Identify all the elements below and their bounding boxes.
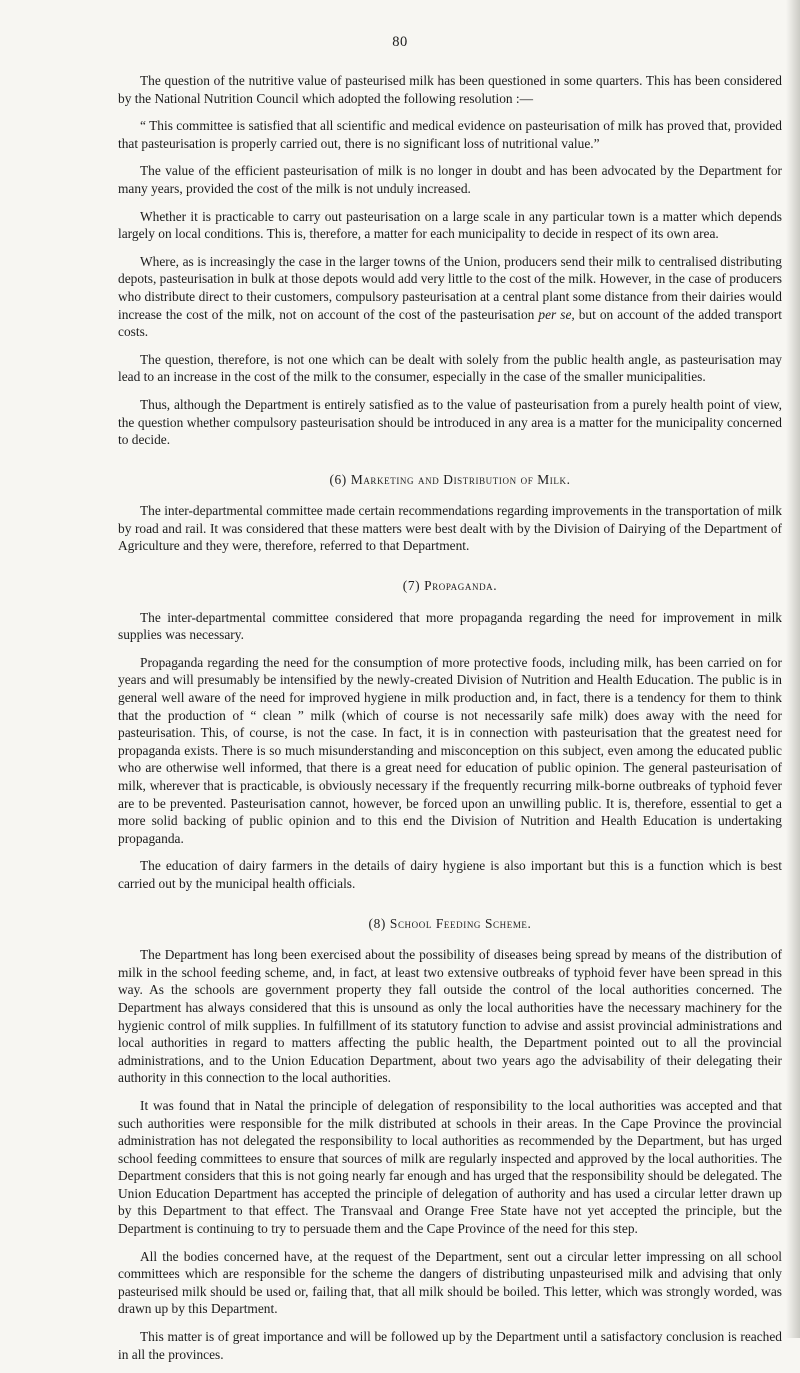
paragraph: The question, therefore, is not one which can be dealt with solely from the public health angle, as pasteurisation may lead to an increase in the cost of the milk to the consumer, especially in the case of the smaller municipalities. <box>118 351 782 385</box>
text-span: but on account of the added transport costs. <box>118 306 782 340</box>
paragraph: The inter-departmental committee made certain recommendations regarding improvements in the transportation of milk by road and rail. It was considered that these matters were best dealt with by the Division of Dairying of the Department of Agriculture and they were, therefore, referred to that Department. <box>118 503 782 554</box>
paragraph: The Department has long been exercised about the possibility of diseases being spread by means of the distribution of milk in the school feeding scheme, and, in fact, at least two extensive outbreaks of typhoid fever have been spread in this way. As the schools are government property they fall outside the control of the local authorities concerned. The Department has always considered that this is unsound as only the local authorities have the necessary machinery for the hygienic control of milk supplies. In fulfillment of its statutory function to advise and assist provincial administrations and local authorities in regard to matters affecting the public health, the Department pointed out to all the provincial administrations, and to the Union Education Department, about two years ago the advisability of their delegating their authority in this connection to the local authorities. <box>118 947 782 1086</box>
paragraph-centralised-depots <box>118 253 782 341</box>
scan-edge-shadow <box>786 0 800 1338</box>
text-span: Where, as is increasingly the case in the larger towns of the Union, producers send their milk to centralised distributing depots, pasteurisation in bulk at those depots would add very little to the cost of the milk. However, in the case of producers who distribute direct to their customers, compulsory pasteurisation at a central plant some distance from their dairies would increase the cost of the milk, not on account of the cost of the pasteurisation <box>118 253 783 322</box>
paragraph: The question of the nutritive value of pasteurised milk has been questioned in some quarters. This has been considered by the National Nutrition Council which adopted the following resolution :— <box>118 73 782 106</box>
italic-phrase: per se, <box>538 306 575 322</box>
section-heading-school-feeding: (8) School Feeding Scheme. <box>368 915 532 931</box>
section-heading-propaganda: (7) Propaganda. <box>402 578 498 594</box>
paragraph: It was found that in Natal the principle of delegation of responsibility to the local authorities was accepted and that such authorities were responsible for the milk distributed at schools in their areas. In the Cape Province the provincial administration has not delegated the responsibility to local authorities as recommended by the Department, but has urged school feeding committees to ensure that sources of milk are regularly inspected and approved by the local authorities. The Department considers that this is not going nearly far enough and has urged that the responsibility should be delegated. The Union Education Department has accepted the principle of delegation of authority and has used a circular letter drawn up by this Department to that effect. The Transvaal and Orange Free State have not yet accepted the principle, but the Department is continuing to try to persuade them and the Cape Province of the need for this step. <box>118 1097 782 1237</box>
section-heading-marketing: (6) Marketing and Distribution of Milk. <box>329 471 571 487</box>
paragraph: Propaganda regarding the need for the consumption of more protective foods, including milk, has been carried on for years and will presumably be intensified by the newly-created Division of Nutrition and Health Education. The public is in general well aware of the need for improved hygiene in milk production and, in fact, there is a tendency for them to think that the production of “ clean ” milk (which of course is not necessarily safe milk) does away with the need for pasteurisation. This, of course, is not the case. In fact, it is in connection with pasteurisation that the greatest need for propaganda exists. There is so much misunderstanding and misconception on this subject, even among the educated public who are otherwise well informed, that there is a great need for education of public opinion. The general pasteurisation of milk, wherever that is practicable, is obviously necessary if the frequently recurring milk-borne outbreaks of typhoid fever are to be prevented. Pasteurisation cannot, however, be forced upon an unwilling public. It is, therefore, essential to get a more solid backing of public opinion and to this end the Division of Nutrition and Health Education is undertaking propaganda. <box>118 654 782 846</box>
paragraph: The inter-departmental committee considered that more propaganda regarding the need for improvement in milk supplies was necessary. <box>118 609 782 643</box>
paragraph: Thus, although the Department is entirely satisfied as to the value of pasteurisation from a purely health point of view, the question whether compulsory pasteurisation should be introduced in any area is a matter for the municipality concerned to decide. <box>118 396 782 448</box>
paragraph: Whether it is practicable to carry out pasteurisation on a large scale in any particular town is a matter which depends largely on local conditions. This is, therefore, a matter for each municipality to decide in respect of its own area. <box>118 208 782 242</box>
page-number: 80 <box>392 34 408 50</box>
paragraph: This matter is of great importance and will be followed up by the Department until a satisfactory conclusion is reached in all the provinces. <box>118 1329 782 1362</box>
resolution-quote: “ This committee is satisfied that all scientific and medical evidence on pasteurisation of milk has proved that, provided that pasteurisation is properly carried out, there is no significant loss of nutritional value.” <box>118 118 782 151</box>
paragraph: All the bodies concerned have, at the request of the Department, sent out a circular letter impressing on all school committees which are responsible for the scheme the dangers of distributing unpasteurised milk and advising that only pasteurised milk should be used or, failing that, that all milk should be boiled. This letter, which was strongly worded, was drawn up by this Department. <box>118 1248 782 1317</box>
document-body <box>118 72 782 1373</box>
paragraph: The education of dairy farmers in the details of dairy hygiene is also important but this is a function which is best carried out by the municipal health officials. <box>118 858 782 891</box>
paragraph: The value of the efficient pasteurisation of milk is no longer in doubt and has been advocated by the Department for many years, provided the cost of the milk is not unduly increased. <box>118 163 782 196</box>
